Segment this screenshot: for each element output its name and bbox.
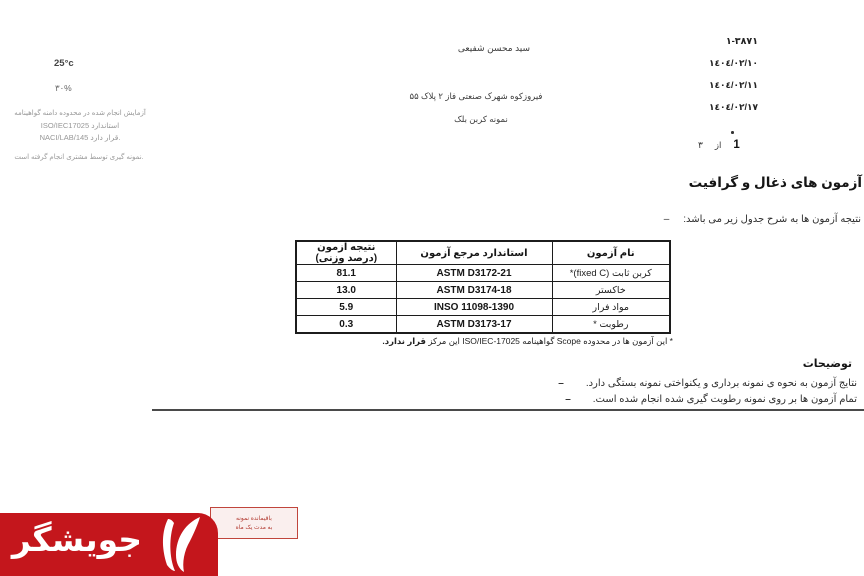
footnote-text: * این آزمون ها در محدوده Scope گواهینامه ISO/IEC-17025 این مرکز xyxy=(426,336,673,346)
test-standard: ASTM D3173-17 xyxy=(396,316,552,334)
header-result: نتیجه آزمون (درصد وزنی) xyxy=(296,241,396,265)
test-standard: INSO 11098-1390 xyxy=(396,299,552,316)
results-table xyxy=(295,240,671,334)
recipient-name: سید محسن شفیعی xyxy=(457,43,531,53)
test-name: مواد فرار xyxy=(552,299,670,316)
note-item xyxy=(565,394,857,405)
brand-flame-icon xyxy=(148,515,212,575)
table-row xyxy=(296,282,670,299)
page-indicator xyxy=(698,139,740,151)
page-of-word: از xyxy=(714,140,722,150)
test-standard: ASTM D3174-18 xyxy=(396,282,552,299)
page-total: ٣ xyxy=(698,140,703,150)
table-row xyxy=(296,299,670,316)
humidity-value: ۳۰% xyxy=(55,83,72,93)
note-text: نتایج آزمون به نحوه ی نمونه برداری و یکنواختی نمونه بستگی دارد. xyxy=(585,378,857,389)
header-standard: استاندارد مرجع آزمون xyxy=(396,241,552,265)
test-standard: ASTM D3172-21 xyxy=(396,265,552,282)
note-item xyxy=(558,378,857,389)
brand-banner xyxy=(0,513,218,576)
test-result: 13.0 xyxy=(296,282,396,299)
date-tested: ١٤٠٤/٠٢/١١ xyxy=(709,80,758,90)
test-name: خاکستر xyxy=(552,282,670,299)
brand-name: جویشگر xyxy=(11,521,143,558)
sample-name: نمونه کربن بلک xyxy=(454,114,508,124)
sampling-note: نمونه گیری توسط مشتری انجام گرفته است. xyxy=(14,154,144,161)
note-text: تمام آزمون ها بر روی نمونه رطوبت گیری شده انجام شده است. xyxy=(592,394,857,405)
notes-title: توضیحات xyxy=(802,358,852,370)
table-row xyxy=(296,265,670,282)
table-footnote xyxy=(382,336,673,347)
accreditation-line1: آزمایش انجام شده در محدوده دامنه گواهینامه xyxy=(14,110,146,117)
note-dash: – xyxy=(565,394,571,405)
table-row xyxy=(296,316,670,334)
section-title: آزمون های ذغال و گرافیت xyxy=(688,175,862,190)
intro-text: نتیجه آزمون ها به شرح جدول زیر می باشد: xyxy=(683,214,861,225)
stamp-line2: به مدت یک ماه xyxy=(235,524,273,531)
accreditation-line2: استاندارد ISO/IEC17025 xyxy=(40,121,120,130)
recipient-address: فیروزکوه شهرک صنعتی فاز ۲ پلاک ۵۵ xyxy=(409,91,543,101)
temperature-value: 25°c xyxy=(54,58,74,69)
table-intro-line xyxy=(664,214,861,225)
table-header-row xyxy=(296,241,670,265)
stray-dot xyxy=(731,131,734,134)
accreditation-line3: NACI/LAB/145 قرار دارد. xyxy=(39,133,121,142)
footnote-bold-text: قرار ندارد. xyxy=(382,336,426,346)
accreditation-note xyxy=(10,108,150,144)
sample-retention-stamp xyxy=(210,507,298,539)
date-received: ١٤٠٤/٠٢/١٠ xyxy=(709,58,758,68)
header-test-name: نام آزمون xyxy=(552,241,670,265)
test-name: رطوبت * xyxy=(552,316,670,334)
stamp-line1: باقیمانده نمونه xyxy=(236,515,272,522)
note-dash: – xyxy=(558,378,564,389)
page-current: 1 xyxy=(733,139,740,151)
test-result: 5.9 xyxy=(296,299,396,316)
intro-dash: – xyxy=(663,214,670,225)
test-name: کربن ثابت (fixed C)* xyxy=(552,265,670,282)
date-issued: ١٤٠٤/٠٢/١٧ xyxy=(709,102,758,112)
footer-divider-line xyxy=(152,409,864,411)
test-result: 0.3 xyxy=(296,316,396,334)
document-number: ٣٨٧١-١ xyxy=(725,36,758,47)
test-result: 81.1 xyxy=(296,265,396,282)
